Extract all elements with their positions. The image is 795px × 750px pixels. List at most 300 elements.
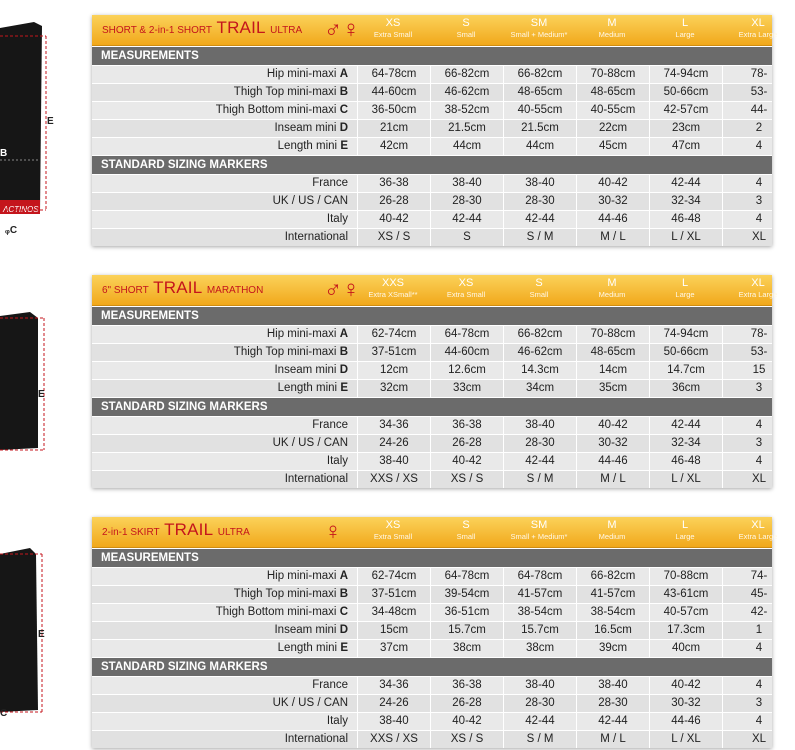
row-label bbox=[92, 102, 348, 119]
table-cell: 38-40 bbox=[357, 713, 430, 730]
table-cell: 42- bbox=[722, 604, 795, 621]
table-cell: 66-82cm bbox=[503, 66, 576, 83]
table-cell: XS / S bbox=[430, 471, 503, 488]
table-cell: 34-36 bbox=[357, 677, 430, 694]
table-cell: 17.3cm bbox=[649, 622, 722, 639]
title-main: TRAIL bbox=[164, 520, 214, 539]
table-cell: 53- bbox=[722, 84, 795, 101]
table-cell: 46-48 bbox=[649, 453, 722, 470]
size-header-l: L Large bbox=[675, 277, 695, 299]
chart-header bbox=[92, 15, 778, 46]
size-chart-trail-ultra-skirt bbox=[92, 517, 778, 748]
table-cell: 40-42 bbox=[649, 677, 722, 694]
table-cell: 42-44 bbox=[649, 175, 722, 192]
table-row bbox=[92, 603, 772, 621]
table-row bbox=[92, 192, 772, 210]
section-sizing-markers: STANDARD SIZING MARKERS bbox=[92, 657, 772, 676]
table-cell: 32-34 bbox=[649, 193, 722, 210]
table-cell: XL bbox=[722, 471, 795, 488]
table-cell: 26-28 bbox=[430, 695, 503, 712]
table-cell: L / XL bbox=[649, 229, 722, 246]
table-row bbox=[92, 174, 772, 192]
row-label-text: Thigh Bottom mini-maxi bbox=[215, 104, 337, 116]
gender-male-female-icon: ♂♀ bbox=[324, 16, 360, 43]
row-label bbox=[92, 435, 348, 452]
measurement-letter: A bbox=[339, 328, 348, 340]
row-label bbox=[92, 362, 348, 379]
row-label bbox=[92, 568, 348, 585]
table-cell: 38-40 bbox=[503, 417, 576, 434]
chart-title bbox=[102, 278, 263, 298]
table-cell: 4 bbox=[722, 677, 795, 694]
table-cell: 12.6cm bbox=[430, 362, 503, 379]
table-cell: 46-62cm bbox=[503, 344, 576, 361]
row-label-text: Thigh Top mini-maxi bbox=[233, 86, 337, 98]
table-cell: 44-60cm bbox=[430, 344, 503, 361]
table-cell: 38-40 bbox=[576, 677, 649, 694]
row-label bbox=[92, 604, 348, 621]
section-sizing-markers: STANDARD SIZING MARKERS bbox=[92, 397, 772, 416]
table-cell: 64-78cm bbox=[503, 568, 576, 585]
size-header-sm: SM Small + Medium* bbox=[510, 17, 568, 39]
table-cell: 40-55cm bbox=[576, 102, 649, 119]
size-header-s: S Small bbox=[456, 519, 476, 541]
table-cell: 14cm bbox=[576, 362, 649, 379]
title-prefix: SHORT & 2-in-1 SHORT bbox=[102, 25, 213, 36]
table-cell: 44-46 bbox=[576, 453, 649, 470]
table-row bbox=[92, 452, 772, 470]
title-suffix: MARATHON bbox=[206, 285, 264, 296]
table-cell: 46-62cm bbox=[430, 84, 503, 101]
table-cell: 44-46 bbox=[649, 713, 722, 730]
table-row bbox=[92, 434, 772, 452]
table-cell: XL bbox=[722, 731, 795, 748]
row-label bbox=[92, 326, 348, 343]
table-cell: 34-48cm bbox=[357, 604, 430, 621]
table-cell: 28-30 bbox=[430, 193, 503, 210]
table-row bbox=[92, 694, 772, 712]
table-row bbox=[92, 639, 772, 657]
row-label bbox=[92, 731, 348, 748]
row-label bbox=[92, 175, 348, 192]
table-cell: 40-42 bbox=[430, 453, 503, 470]
table-row bbox=[92, 676, 772, 694]
row-label bbox=[92, 120, 348, 137]
row-label-text: Italy bbox=[326, 455, 348, 467]
measurement-letter: E bbox=[340, 140, 348, 152]
row-label bbox=[92, 211, 348, 228]
row-label-text: Thigh Top mini-maxi bbox=[233, 588, 337, 600]
chart-title bbox=[102, 18, 302, 38]
size-chart-trail-ultra-short bbox=[92, 15, 778, 246]
table-cell: 47cm bbox=[649, 138, 722, 155]
table-cell: 42-44 bbox=[503, 713, 576, 730]
table-cell: 44cm bbox=[503, 138, 576, 155]
table-cell: 62-74cm bbox=[357, 326, 430, 343]
table-cell: 14.3cm bbox=[503, 362, 576, 379]
table-cell: 12cm bbox=[357, 362, 430, 379]
table-cell: 74- bbox=[722, 568, 795, 585]
measurement-letter: C bbox=[339, 606, 348, 618]
table-cell: 28-30 bbox=[503, 193, 576, 210]
size-header-xl: XL Extra Large bbox=[738, 519, 778, 541]
title-suffix: ULTRA bbox=[270, 25, 303, 36]
table-cell: 4 bbox=[722, 175, 795, 192]
section-measurements: MEASUREMENTS bbox=[92, 306, 772, 325]
row-label bbox=[92, 453, 348, 470]
table-cell: 78- bbox=[722, 326, 795, 343]
label-c-3: C bbox=[0, 708, 8, 719]
size-header-m: M Medium bbox=[598, 519, 626, 541]
table-row bbox=[92, 210, 772, 228]
table-cell: 16.5cm bbox=[576, 622, 649, 639]
table-cell: 50-66cm bbox=[649, 84, 722, 101]
table-row bbox=[92, 137, 772, 155]
measurement-letter: B bbox=[339, 86, 348, 98]
table-cell: 24-26 bbox=[357, 435, 430, 452]
table-cell: 26-28 bbox=[357, 193, 430, 210]
table-cell: 24-26 bbox=[357, 695, 430, 712]
table-cell: 15.7cm bbox=[430, 622, 503, 639]
row-label-text: UK / US / CAN bbox=[272, 697, 348, 709]
table-cell: 38-54cm bbox=[503, 604, 576, 621]
table-cell: 38-52cm bbox=[430, 102, 503, 119]
table-cell: 38-40 bbox=[430, 175, 503, 192]
size-header-s: S Small bbox=[529, 277, 549, 299]
table-cell: 74-94cm bbox=[649, 326, 722, 343]
table-row bbox=[92, 343, 772, 361]
table-cell: 48-65cm bbox=[576, 84, 649, 101]
table-row bbox=[92, 567, 772, 585]
table-cell: 40-42 bbox=[576, 175, 649, 192]
row-label-text: Thigh Bottom mini-maxi bbox=[215, 606, 337, 618]
table-cell: 32-34 bbox=[649, 435, 722, 452]
table-cell: 70-88cm bbox=[649, 568, 722, 585]
table-cell: 46-48 bbox=[649, 211, 722, 228]
table-cell: 36-38 bbox=[430, 417, 503, 434]
gender-female-icon: ♀ bbox=[324, 518, 342, 545]
row-label bbox=[92, 640, 348, 657]
table-cell: 4 bbox=[722, 417, 795, 434]
table-cell: 42-44 bbox=[576, 713, 649, 730]
table-row bbox=[92, 470, 772, 488]
row-label-text: France bbox=[312, 419, 348, 431]
chart-header bbox=[92, 517, 778, 548]
table-row bbox=[92, 325, 772, 343]
title-suffix: ULTRA bbox=[217, 527, 250, 538]
table-cell: 4 bbox=[722, 713, 795, 730]
table-cell: 34cm bbox=[503, 380, 576, 397]
label-e-2: E bbox=[38, 389, 45, 400]
table-cell: 28-30 bbox=[503, 695, 576, 712]
table-cell: 36-51cm bbox=[430, 604, 503, 621]
table-cell: 44- bbox=[722, 102, 795, 119]
row-label-text: France bbox=[312, 679, 348, 691]
table-cell: 21.5cm bbox=[503, 120, 576, 137]
size-chart-trail-marathon-6in-short bbox=[92, 275, 778, 488]
row-label bbox=[92, 193, 348, 210]
table-cell: 21cm bbox=[357, 120, 430, 137]
row-label bbox=[92, 471, 348, 488]
table-cell: 37-51cm bbox=[357, 586, 430, 603]
table-cell: 14.7cm bbox=[649, 362, 722, 379]
size-header-m: M Medium bbox=[598, 277, 626, 299]
row-label-text: Inseam mini bbox=[274, 122, 337, 134]
row-label bbox=[92, 677, 348, 694]
table-cell: 33cm bbox=[430, 380, 503, 397]
measurement-letter: E bbox=[340, 642, 348, 654]
table-cell: S bbox=[430, 229, 503, 246]
row-label bbox=[92, 586, 348, 603]
table-cell: 15.7cm bbox=[503, 622, 576, 639]
table-cell: 44cm bbox=[430, 138, 503, 155]
size-header-l: L Large bbox=[675, 17, 695, 39]
table-row bbox=[92, 65, 772, 83]
row-label bbox=[92, 713, 348, 730]
measurement-letter: A bbox=[339, 570, 348, 582]
table-cell: 78- bbox=[722, 66, 795, 83]
size-header-xl: XL Extra Large bbox=[738, 277, 778, 299]
garment-illustration-short bbox=[0, 0, 90, 240]
table-cell: S / M bbox=[503, 471, 576, 488]
table-cell: 37cm bbox=[357, 640, 430, 657]
size-header-s: S Small bbox=[456, 17, 476, 39]
table-row bbox=[92, 712, 772, 730]
chart-title bbox=[102, 520, 250, 540]
table-cell: 38-40 bbox=[357, 453, 430, 470]
table-cell: 3 bbox=[722, 380, 795, 397]
table-cell: 4 bbox=[722, 453, 795, 470]
table-cell: 42cm bbox=[357, 138, 430, 155]
row-label-text: International bbox=[284, 473, 348, 485]
table-cell: 40-42 bbox=[576, 417, 649, 434]
table-cell: S / M bbox=[503, 731, 576, 748]
table-cell: 15cm bbox=[357, 622, 430, 639]
table-cell: M / L bbox=[576, 731, 649, 748]
table-cell: 15 bbox=[722, 362, 795, 379]
table-cell: 3 bbox=[722, 695, 795, 712]
table-cell: 40-55cm bbox=[503, 102, 576, 119]
table-cell: 1 bbox=[722, 622, 795, 639]
table-cell: 23cm bbox=[649, 120, 722, 137]
table-cell: 44-60cm bbox=[357, 84, 430, 101]
table-row bbox=[92, 621, 772, 639]
row-label-text: Length mini bbox=[277, 642, 338, 654]
size-header-xs: XS Extra Small bbox=[373, 519, 413, 541]
table-row bbox=[92, 379, 772, 397]
table-cell: 4 bbox=[722, 138, 795, 155]
row-label-text: International bbox=[284, 231, 348, 243]
label-e: E bbox=[47, 116, 54, 127]
table-cell: L / XL bbox=[649, 731, 722, 748]
table-cell: XXS / XS bbox=[357, 731, 430, 748]
measurement-letter: D bbox=[339, 364, 348, 376]
table-cell: XL bbox=[722, 229, 795, 246]
size-header-xxs: XXS Extra XSmall** bbox=[368, 277, 418, 299]
table-cell: 62-74cm bbox=[357, 568, 430, 585]
table-cell: 44-46 bbox=[576, 211, 649, 228]
row-label bbox=[92, 66, 348, 83]
table-cell: 70-88cm bbox=[576, 66, 649, 83]
row-label bbox=[92, 84, 348, 101]
table-cell: 66-82cm bbox=[503, 326, 576, 343]
measurement-letter: C bbox=[339, 104, 348, 116]
size-header-l: L Large bbox=[675, 519, 695, 541]
measurement-letter: A bbox=[339, 68, 348, 80]
table-cell: XS / S bbox=[430, 731, 503, 748]
table-cell: 42-44 bbox=[503, 453, 576, 470]
table-cell: 30-32 bbox=[576, 435, 649, 452]
table-cell: 22cm bbox=[576, 120, 649, 137]
measurement-letter: E bbox=[340, 382, 348, 394]
table-cell: 38cm bbox=[503, 640, 576, 657]
row-label-text: France bbox=[312, 177, 348, 189]
table-cell: 50-66cm bbox=[649, 344, 722, 361]
table-cell: 40-57cm bbox=[649, 604, 722, 621]
table-cell: 42-57cm bbox=[649, 102, 722, 119]
table-cell: 53- bbox=[722, 344, 795, 361]
table-cell: 43-61cm bbox=[649, 586, 722, 603]
row-label bbox=[92, 380, 348, 397]
table-cell: 30-32 bbox=[576, 193, 649, 210]
table-cell: 42-44 bbox=[430, 211, 503, 228]
title-main: TRAIL bbox=[216, 18, 266, 37]
brand-strip-text: ACTINOS bbox=[3, 205, 39, 214]
row-label-text: Thigh Top mini-maxi bbox=[233, 346, 337, 358]
table-cell: 39-54cm bbox=[430, 586, 503, 603]
table-cell: 28-30 bbox=[576, 695, 649, 712]
row-label-text: Hip mini-maxi bbox=[266, 68, 337, 80]
garment-illustration-6in-short bbox=[0, 290, 90, 460]
label-c: ᵩC bbox=[5, 225, 18, 236]
table-cell: XXS / XS bbox=[357, 471, 430, 488]
table-row bbox=[92, 585, 772, 603]
measurement-letter: B bbox=[339, 588, 348, 600]
table-cell: 35cm bbox=[576, 380, 649, 397]
table-cell: 3 bbox=[722, 435, 795, 452]
table-cell: 66-82cm bbox=[576, 568, 649, 585]
row-label bbox=[92, 622, 348, 639]
table-row bbox=[92, 119, 772, 137]
table-row bbox=[92, 83, 772, 101]
table-cell: 21.5cm bbox=[430, 120, 503, 137]
table-cell: 4 bbox=[722, 640, 795, 657]
gender-male-female-icon: ♂♀ bbox=[324, 276, 360, 303]
table-cell: 34-36 bbox=[357, 417, 430, 434]
table-cell: 36cm bbox=[649, 380, 722, 397]
table-row bbox=[92, 730, 772, 748]
table-cell: 66-82cm bbox=[430, 66, 503, 83]
size-header-xs: XS Extra Small bbox=[373, 17, 413, 39]
table-row bbox=[92, 361, 772, 379]
table-cell: 28-30 bbox=[503, 435, 576, 452]
title-prefix: 6" SHORT bbox=[102, 285, 149, 296]
table-cell: 2 bbox=[722, 120, 795, 137]
table-cell: 30-32 bbox=[649, 695, 722, 712]
table-row bbox=[92, 228, 772, 246]
row-label-text: Hip mini-maxi bbox=[266, 570, 337, 582]
measurement-letter: B bbox=[339, 346, 348, 358]
label-b: B bbox=[0, 148, 8, 159]
chart-header bbox=[92, 275, 778, 306]
table-cell: 48-65cm bbox=[503, 84, 576, 101]
table-cell: 40-42 bbox=[357, 211, 430, 228]
row-label-text: International bbox=[284, 733, 348, 745]
table-cell: 42-44 bbox=[503, 211, 576, 228]
table-cell: 40cm bbox=[649, 640, 722, 657]
row-label-text: Inseam mini bbox=[274, 364, 337, 376]
garment-illustration-skirt bbox=[0, 540, 90, 730]
table-cell: 41-57cm bbox=[576, 586, 649, 603]
row-label bbox=[92, 344, 348, 361]
section-measurements: MEASUREMENTS bbox=[92, 46, 772, 65]
size-header-m: M Medium bbox=[598, 17, 626, 39]
row-label bbox=[92, 229, 348, 246]
table-cell: L / XL bbox=[649, 471, 722, 488]
size-header-xs: XS Extra Small bbox=[446, 277, 486, 299]
table-cell: 4 bbox=[722, 211, 795, 228]
table-cell: 3 bbox=[722, 193, 795, 210]
row-label-text: Length mini bbox=[277, 140, 338, 152]
table-cell: M / L bbox=[576, 471, 649, 488]
table-cell: 70-88cm bbox=[576, 326, 649, 343]
row-label-text: Inseam mini bbox=[274, 624, 337, 636]
label-e-3: E bbox=[38, 629, 45, 640]
title-main: TRAIL bbox=[153, 278, 203, 297]
table-cell: XS / S bbox=[357, 229, 430, 246]
size-header-xl: XL Extra Large bbox=[738, 17, 778, 39]
table-cell: 38-40 bbox=[503, 677, 576, 694]
row-label-text: Hip mini-maxi bbox=[266, 328, 337, 340]
table-cell: M / L bbox=[576, 229, 649, 246]
measurement-letter: D bbox=[339, 122, 348, 134]
table-cell: 39cm bbox=[576, 640, 649, 657]
row-label bbox=[92, 417, 348, 434]
measurement-letter: D bbox=[339, 624, 348, 636]
table-cell: 36-38 bbox=[430, 677, 503, 694]
table-cell: 40-42 bbox=[430, 713, 503, 730]
table-cell: 38-40 bbox=[503, 175, 576, 192]
table-cell: 45- bbox=[722, 586, 795, 603]
table-cell: 64-78cm bbox=[430, 568, 503, 585]
row-label-text: UK / US / CAN bbox=[272, 195, 348, 207]
row-label bbox=[92, 695, 348, 712]
table-cell: 32cm bbox=[357, 380, 430, 397]
table-cell: 37-51cm bbox=[357, 344, 430, 361]
table-cell: 74-94cm bbox=[649, 66, 722, 83]
row-label bbox=[92, 138, 348, 155]
table-cell: 38cm bbox=[430, 640, 503, 657]
table-cell: S / M bbox=[503, 229, 576, 246]
row-label-text: Length mini bbox=[277, 382, 338, 394]
size-header-sm: SM Small + Medium* bbox=[510, 519, 568, 541]
title-prefix: 2-in-1 SKIRT bbox=[102, 527, 160, 538]
table-cell: 64-78cm bbox=[430, 326, 503, 343]
row-label-text: Italy bbox=[326, 715, 348, 727]
table-cell: 41-57cm bbox=[503, 586, 576, 603]
section-sizing-markers: STANDARD SIZING MARKERS bbox=[92, 155, 772, 174]
table-cell: 45cm bbox=[576, 138, 649, 155]
table-cell: 38-54cm bbox=[576, 604, 649, 621]
section-measurements: MEASUREMENTS bbox=[92, 548, 772, 567]
table-cell: 42-44 bbox=[649, 417, 722, 434]
row-label-text: UK / US / CAN bbox=[272, 437, 348, 449]
table-cell: 36-38 bbox=[357, 175, 430, 192]
table-cell: 26-28 bbox=[430, 435, 503, 452]
table-cell: 48-65cm bbox=[576, 344, 649, 361]
table-row bbox=[92, 101, 772, 119]
table-row bbox=[92, 416, 772, 434]
